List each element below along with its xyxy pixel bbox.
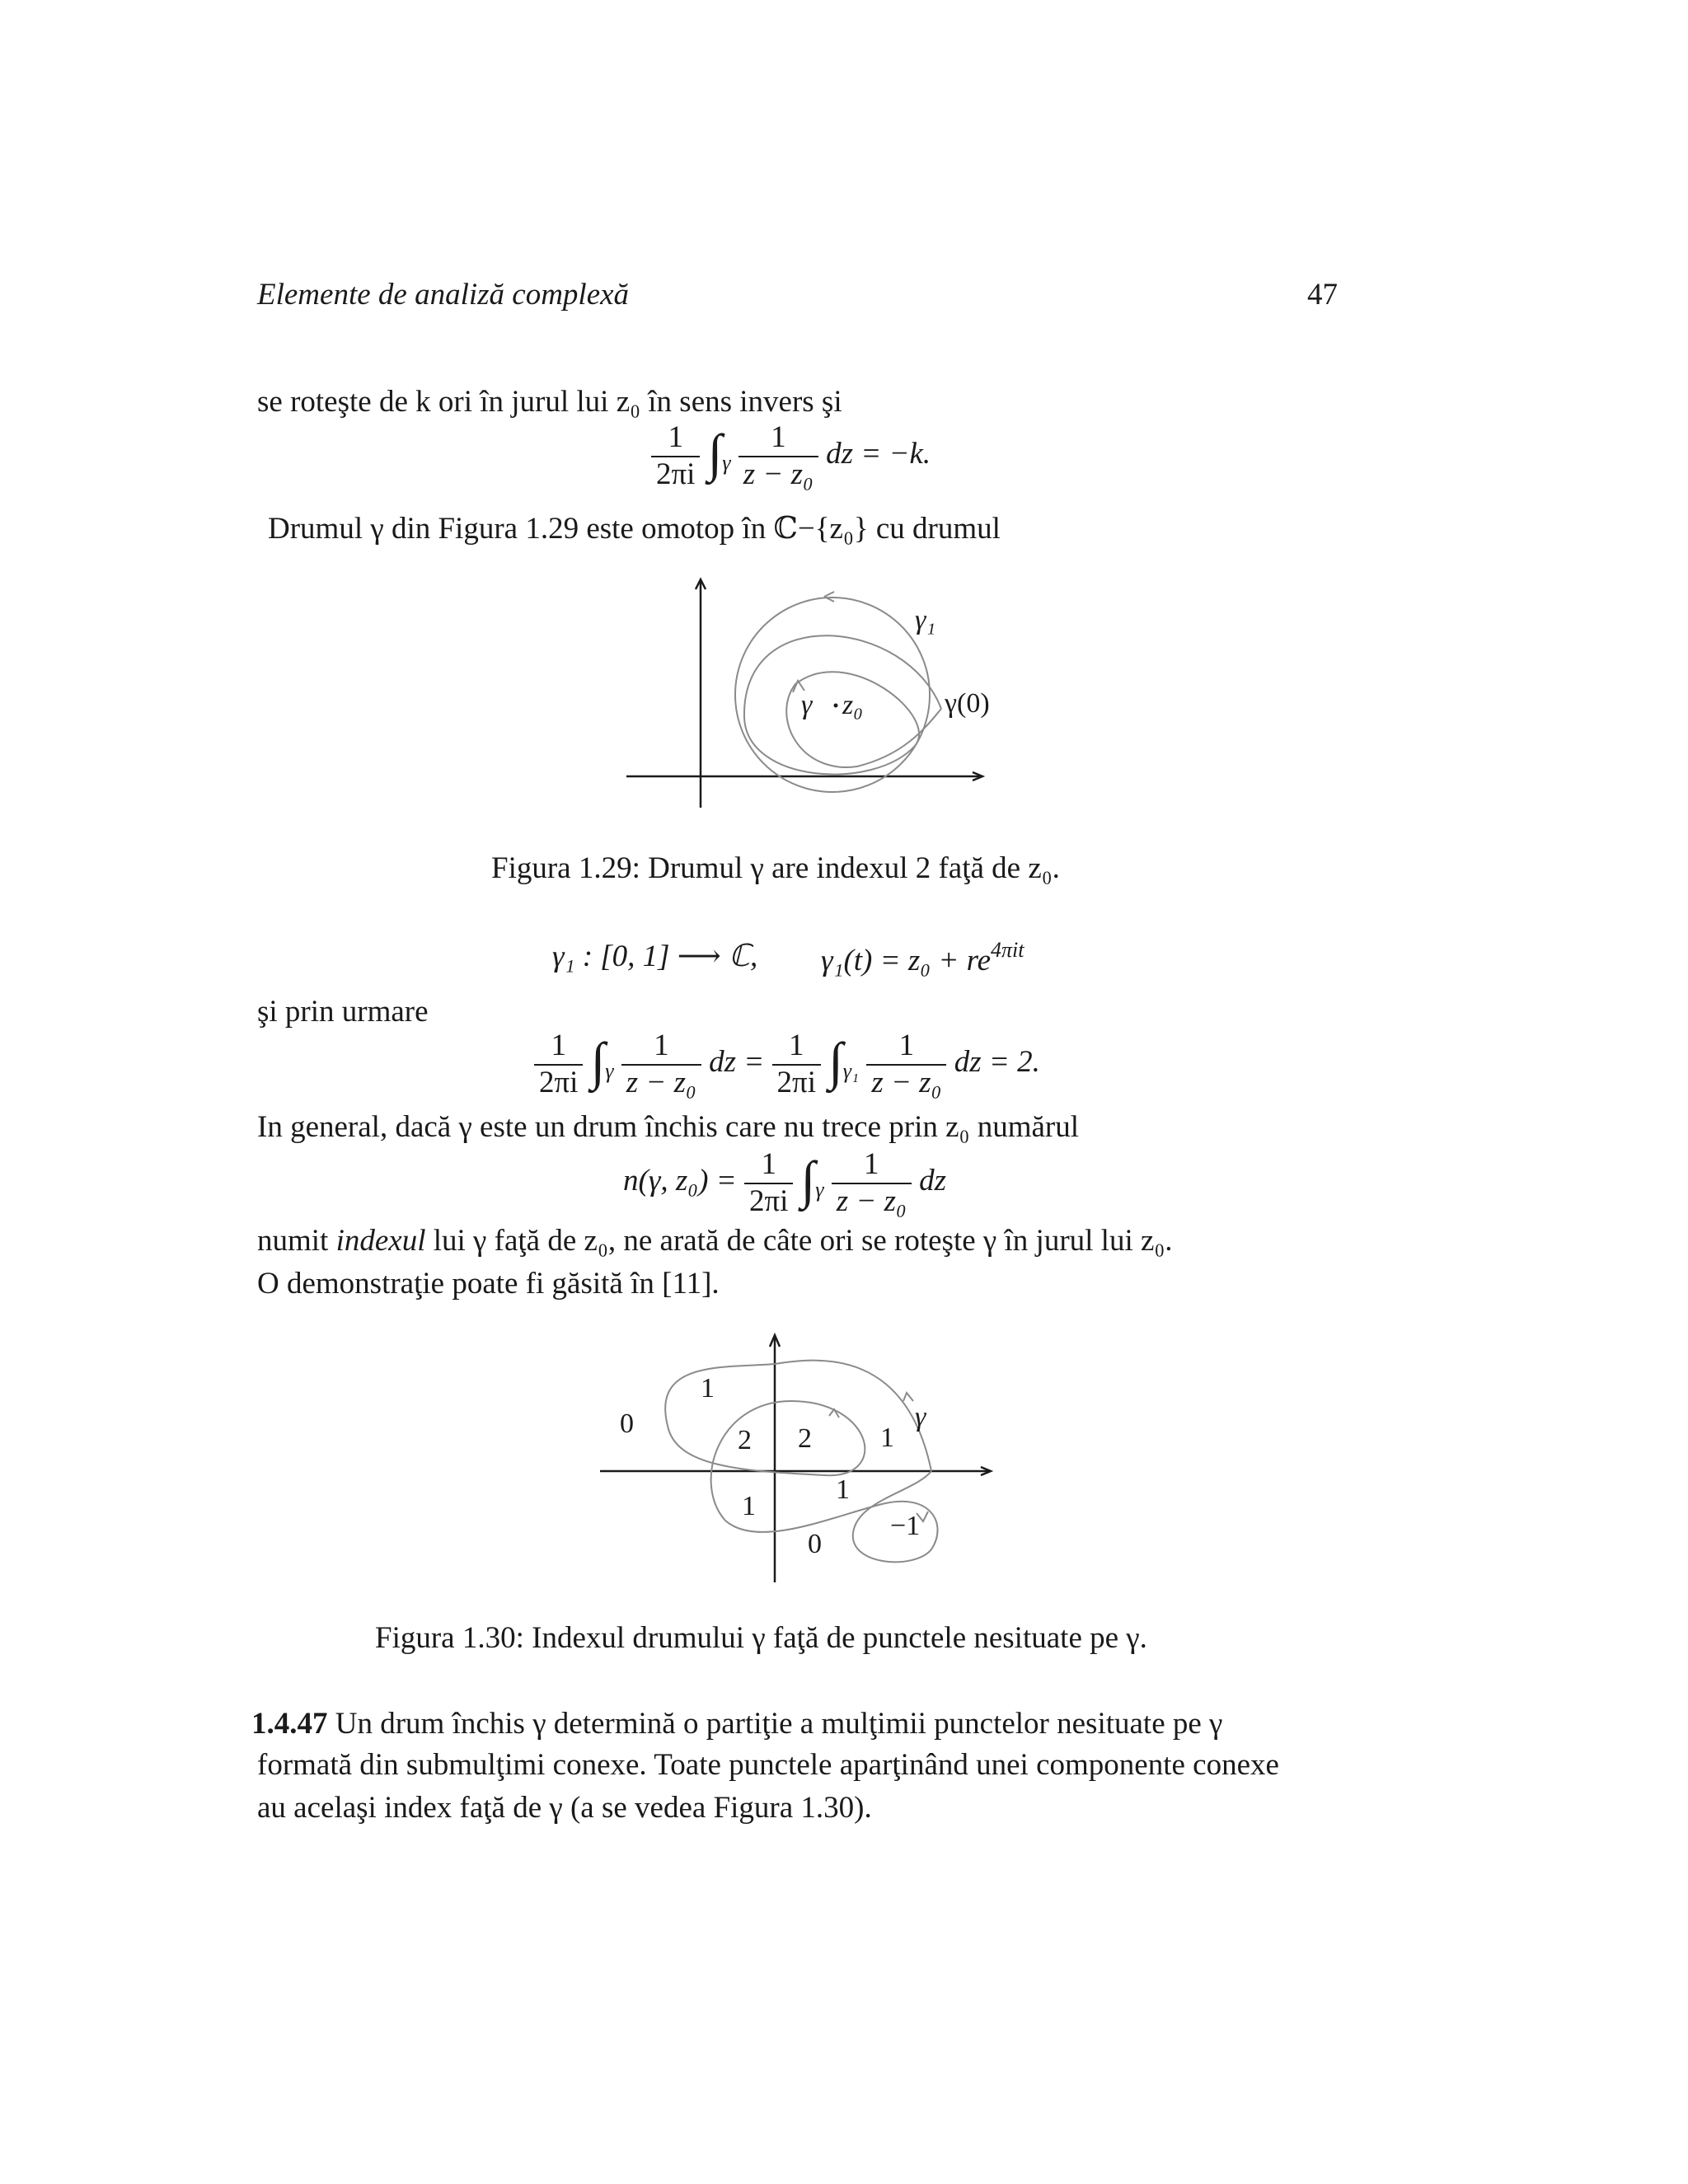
figure-1-29-caption: Figura 1.29: Drumul γ are indexul 2 faţă de z₀. [491, 851, 1060, 885]
text-line-2: Drumul γ din Figura 1.29 este omotop în ℂ−{z₀} cu drumul [268, 512, 1001, 546]
eq2-fraction-c: $\frac{1}{2\pi i}$ [772, 1029, 821, 1100]
fig29-label-z0: z₀ [842, 690, 864, 720]
gamma1-domain: γ₁ : [0, 1] ⟶ ℂ, [552, 940, 758, 973]
text-line-4: In general, dacă γ este un drum închis care nu trece prin z₀ numărul [257, 1110, 1079, 1144]
gamma1-formula [821, 938, 1025, 978]
figure-1-30 [593, 1319, 1022, 1599]
fig30-axes [600, 1335, 991, 1582]
eq3-lhs: n(γ, z₀) = [623, 1164, 737, 1198]
eq1-fraction-1: $\frac{1}{2\pi i}$ [651, 420, 700, 492]
line5-post: lui γ faţă de z₀, ne arată de câte ori se roteşte γ în jurul lui z₀. [425, 1224, 1173, 1258]
eq2-integral-1-subscript: γ [605, 1059, 614, 1084]
fig30-label-zero-left: 0 [620, 1408, 634, 1439]
gamma1-formula-main: γ₁(t) = z₀ + re [821, 944, 992, 977]
fig30-label-minus-one: −1 [890, 1511, 921, 1541]
equation-2 [534, 1029, 1040, 1100]
paragraph-number: 1.4.47 [251, 1707, 328, 1741]
fig30-label-two-b: 2 [798, 1423, 812, 1454]
text-line-3: şi prin urmare [257, 995, 429, 1029]
equation-3 [623, 1147, 946, 1219]
paragraph-1-4-47-line-3: au acelaşi index faţă de γ (a se vedea Figura 1.30). [257, 1791, 872, 1825]
page-number: 47 [1307, 278, 1338, 312]
eq1-integral-subscript: γ [722, 451, 731, 476]
line5-emphasis: indexul [335, 1224, 426, 1258]
text-line-1: se roteşte de k ori în jurul lui z₀ în sens invers şi [257, 385, 842, 419]
fig29-gamma1-arrow [824, 592, 834, 602]
eq1-tail: dz = −k. [826, 437, 931, 471]
eq2-mid: dz = [709, 1045, 765, 1080]
eq3-fraction-a: $\frac{1}{2\pi i}$ [744, 1147, 793, 1219]
fig30-label-two-a: 2 [738, 1425, 752, 1455]
gamma1-formula-exponent: 4πit [991, 938, 1025, 962]
fig30-label-one-c: 1 [836, 1474, 850, 1505]
fig30-label-one-right: 1 [880, 1422, 894, 1453]
eq3-integral: ∫ [800, 1150, 816, 1209]
running-title: Elemente de analiză complexă [257, 278, 630, 312]
paragraph-1-4-47-line-2: formată din submulţimi conexe. Toate punctele aparţinând unei componente conexe [257, 1748, 1279, 1782]
line5-pre: numit [257, 1224, 336, 1258]
text-line-5 [257, 1223, 1173, 1259]
fig29-z0-point [834, 704, 838, 708]
eq3-fraction-b: $\frac{1}{\text{z − z₀}}$ [832, 1147, 912, 1219]
fig30-gamma-arrow-1 [903, 1393, 913, 1401]
eq1-integral-sign: ∫ [707, 423, 723, 482]
eq2-tail: dz = 2. [954, 1045, 1040, 1080]
eq2-integral-1: ∫ [590, 1031, 606, 1090]
fig29-label-gamma: γ [801, 690, 813, 720]
fig29-label-gamma1: γ₁ [915, 605, 936, 635]
fig30-label-zero-bottom: 0 [808, 1529, 822, 1559]
eq2-fraction-a: $\frac{1}{2\pi i}$ [534, 1029, 583, 1100]
fig30-label-one-d: 1 [742, 1491, 756, 1521]
eq3-tail: dz [919, 1164, 946, 1198]
eq2-integral-2: ∫ [828, 1031, 843, 1090]
text-line-6: O demonstraţie poate fi găsită în [11]. [257, 1267, 720, 1301]
paragraph-1-4-47-line-1 [251, 1706, 1222, 1742]
paragraph-line-1-text: Un drum închis γ determină o partiţie a mulţimii punctelor nesituate pe γ [327, 1707, 1223, 1741]
eq3-integral-subscript: γ [815, 1178, 824, 1202]
fig29-label-gamma0: γ(0) [945, 688, 990, 719]
fig30-label-one-top: 1 [701, 1373, 715, 1404]
eq2-integral-2-subscript: γ₁ [842, 1059, 860, 1084]
eq1-fraction-2: $\frac{1}{\text{z − z₀}}$ [738, 420, 818, 492]
eq2-fraction-d: $\frac{1}{\text{z − z₀}}$ [866, 1029, 946, 1100]
eq2-fraction-b: $\frac{1}{\text{z − z₀}}$ [621, 1029, 701, 1100]
figure-1-30-caption: Figura 1.30: Indexul drumului γ faţă de punctele nesituate pe γ. [375, 1621, 1147, 1655]
figure-1-29 [610, 569, 1022, 824]
equation-1 [651, 420, 931, 492]
fig29-gamma1-circle [735, 598, 930, 792]
fig30-label-gamma: γ [915, 1402, 926, 1432]
fig30-gamma-arrow-2 [829, 1409, 839, 1418]
